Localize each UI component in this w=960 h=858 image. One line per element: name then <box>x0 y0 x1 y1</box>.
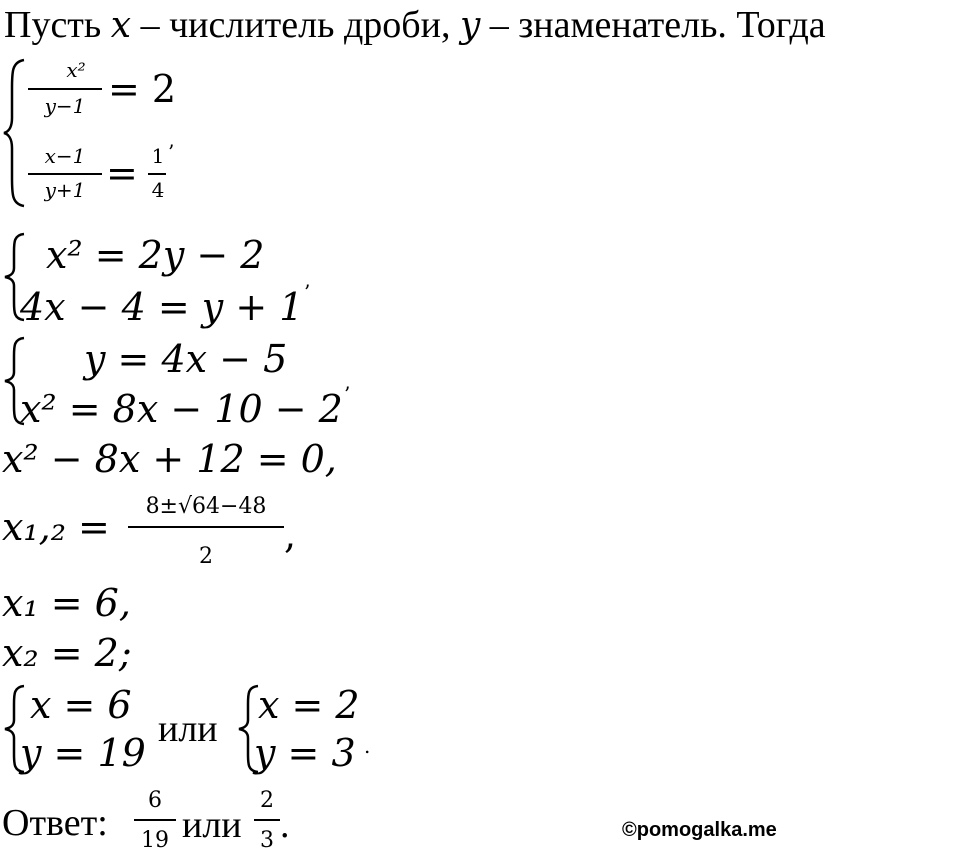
var-y: y <box>459 5 481 46</box>
answer-fraction2-numerator: 2 <box>260 788 274 813</box>
solution-a-line2: y = 19 <box>20 731 146 775</box>
eq1-fraction-bar <box>28 88 102 90</box>
roots-trail: , <box>284 513 297 557</box>
system3-line2: x² = 8x − 10 − 2 <box>20 387 343 431</box>
quadratic-equation: x² − 8x + 12 = 0, <box>2 437 337 481</box>
eq2-rhs-bar <box>148 173 166 175</box>
roots-denominator: 2 <box>199 544 213 569</box>
system2-line2: 4x − 4 = y + 1 <box>20 285 304 329</box>
solution-a-line1: x = 6 <box>30 683 132 727</box>
system2-trail: ’ <box>304 280 311 304</box>
solution-b-line1: x = 2 <box>258 683 360 727</box>
answer-connector: или <box>182 804 242 846</box>
intro-text-3: – знаменатель. Тогда <box>480 4 826 46</box>
eq1-numerator: x² <box>66 58 86 82</box>
eq2-rhs: = <box>106 151 138 195</box>
intro-text-2: – числитель дроби, <box>131 4 460 46</box>
roots-lhs: x₁,₂ = <box>2 505 110 549</box>
solutions-trail: . <box>364 734 371 758</box>
intro-text-1: Пусть <box>4 4 111 46</box>
solutions-connector: или <box>158 708 218 750</box>
answer-fraction1-bar <box>134 819 176 821</box>
eq2-denominator: y+1 <box>44 178 86 202</box>
answer-fraction2-bar <box>254 819 280 821</box>
eq2-numerator: x−1 <box>44 144 86 168</box>
answer-fraction1-numerator: 6 <box>148 788 162 813</box>
eq1-denominator: y−1 <box>44 94 86 118</box>
solution-b-line2: y = 3 <box>254 731 356 775</box>
eq1-rhs: = 2 <box>108 67 177 111</box>
eq2-rhs-numerator: 1 <box>151 144 165 168</box>
eq2-trail: ’ <box>168 140 175 164</box>
root-2: x₂ = 2; <box>2 631 132 675</box>
watermark: ©pomogalka.me <box>622 819 777 841</box>
system3-line1: y = 4x − 5 <box>84 337 288 381</box>
roots-numerator: 8±√64−48 <box>145 494 267 519</box>
root-1: x₁ = 6, <box>2 581 131 625</box>
answer-fraction1-denominator: 19 <box>141 828 169 853</box>
answer-trail: . <box>280 804 290 846</box>
roots-fraction-bar <box>128 526 284 528</box>
left-brace-icon <box>2 58 28 208</box>
eq2-rhs-denominator: 4 <box>151 178 165 202</box>
system2-line1: x² = 2y − 2 <box>46 233 265 277</box>
answer-label: Ответ: <box>2 802 108 844</box>
intro-line <box>4 6 826 44</box>
var-x: x <box>110 5 132 46</box>
eq2-fraction-bar <box>28 173 102 175</box>
answer-fraction2-denominator: 3 <box>260 828 274 853</box>
system3-trail: ’ <box>344 382 351 406</box>
